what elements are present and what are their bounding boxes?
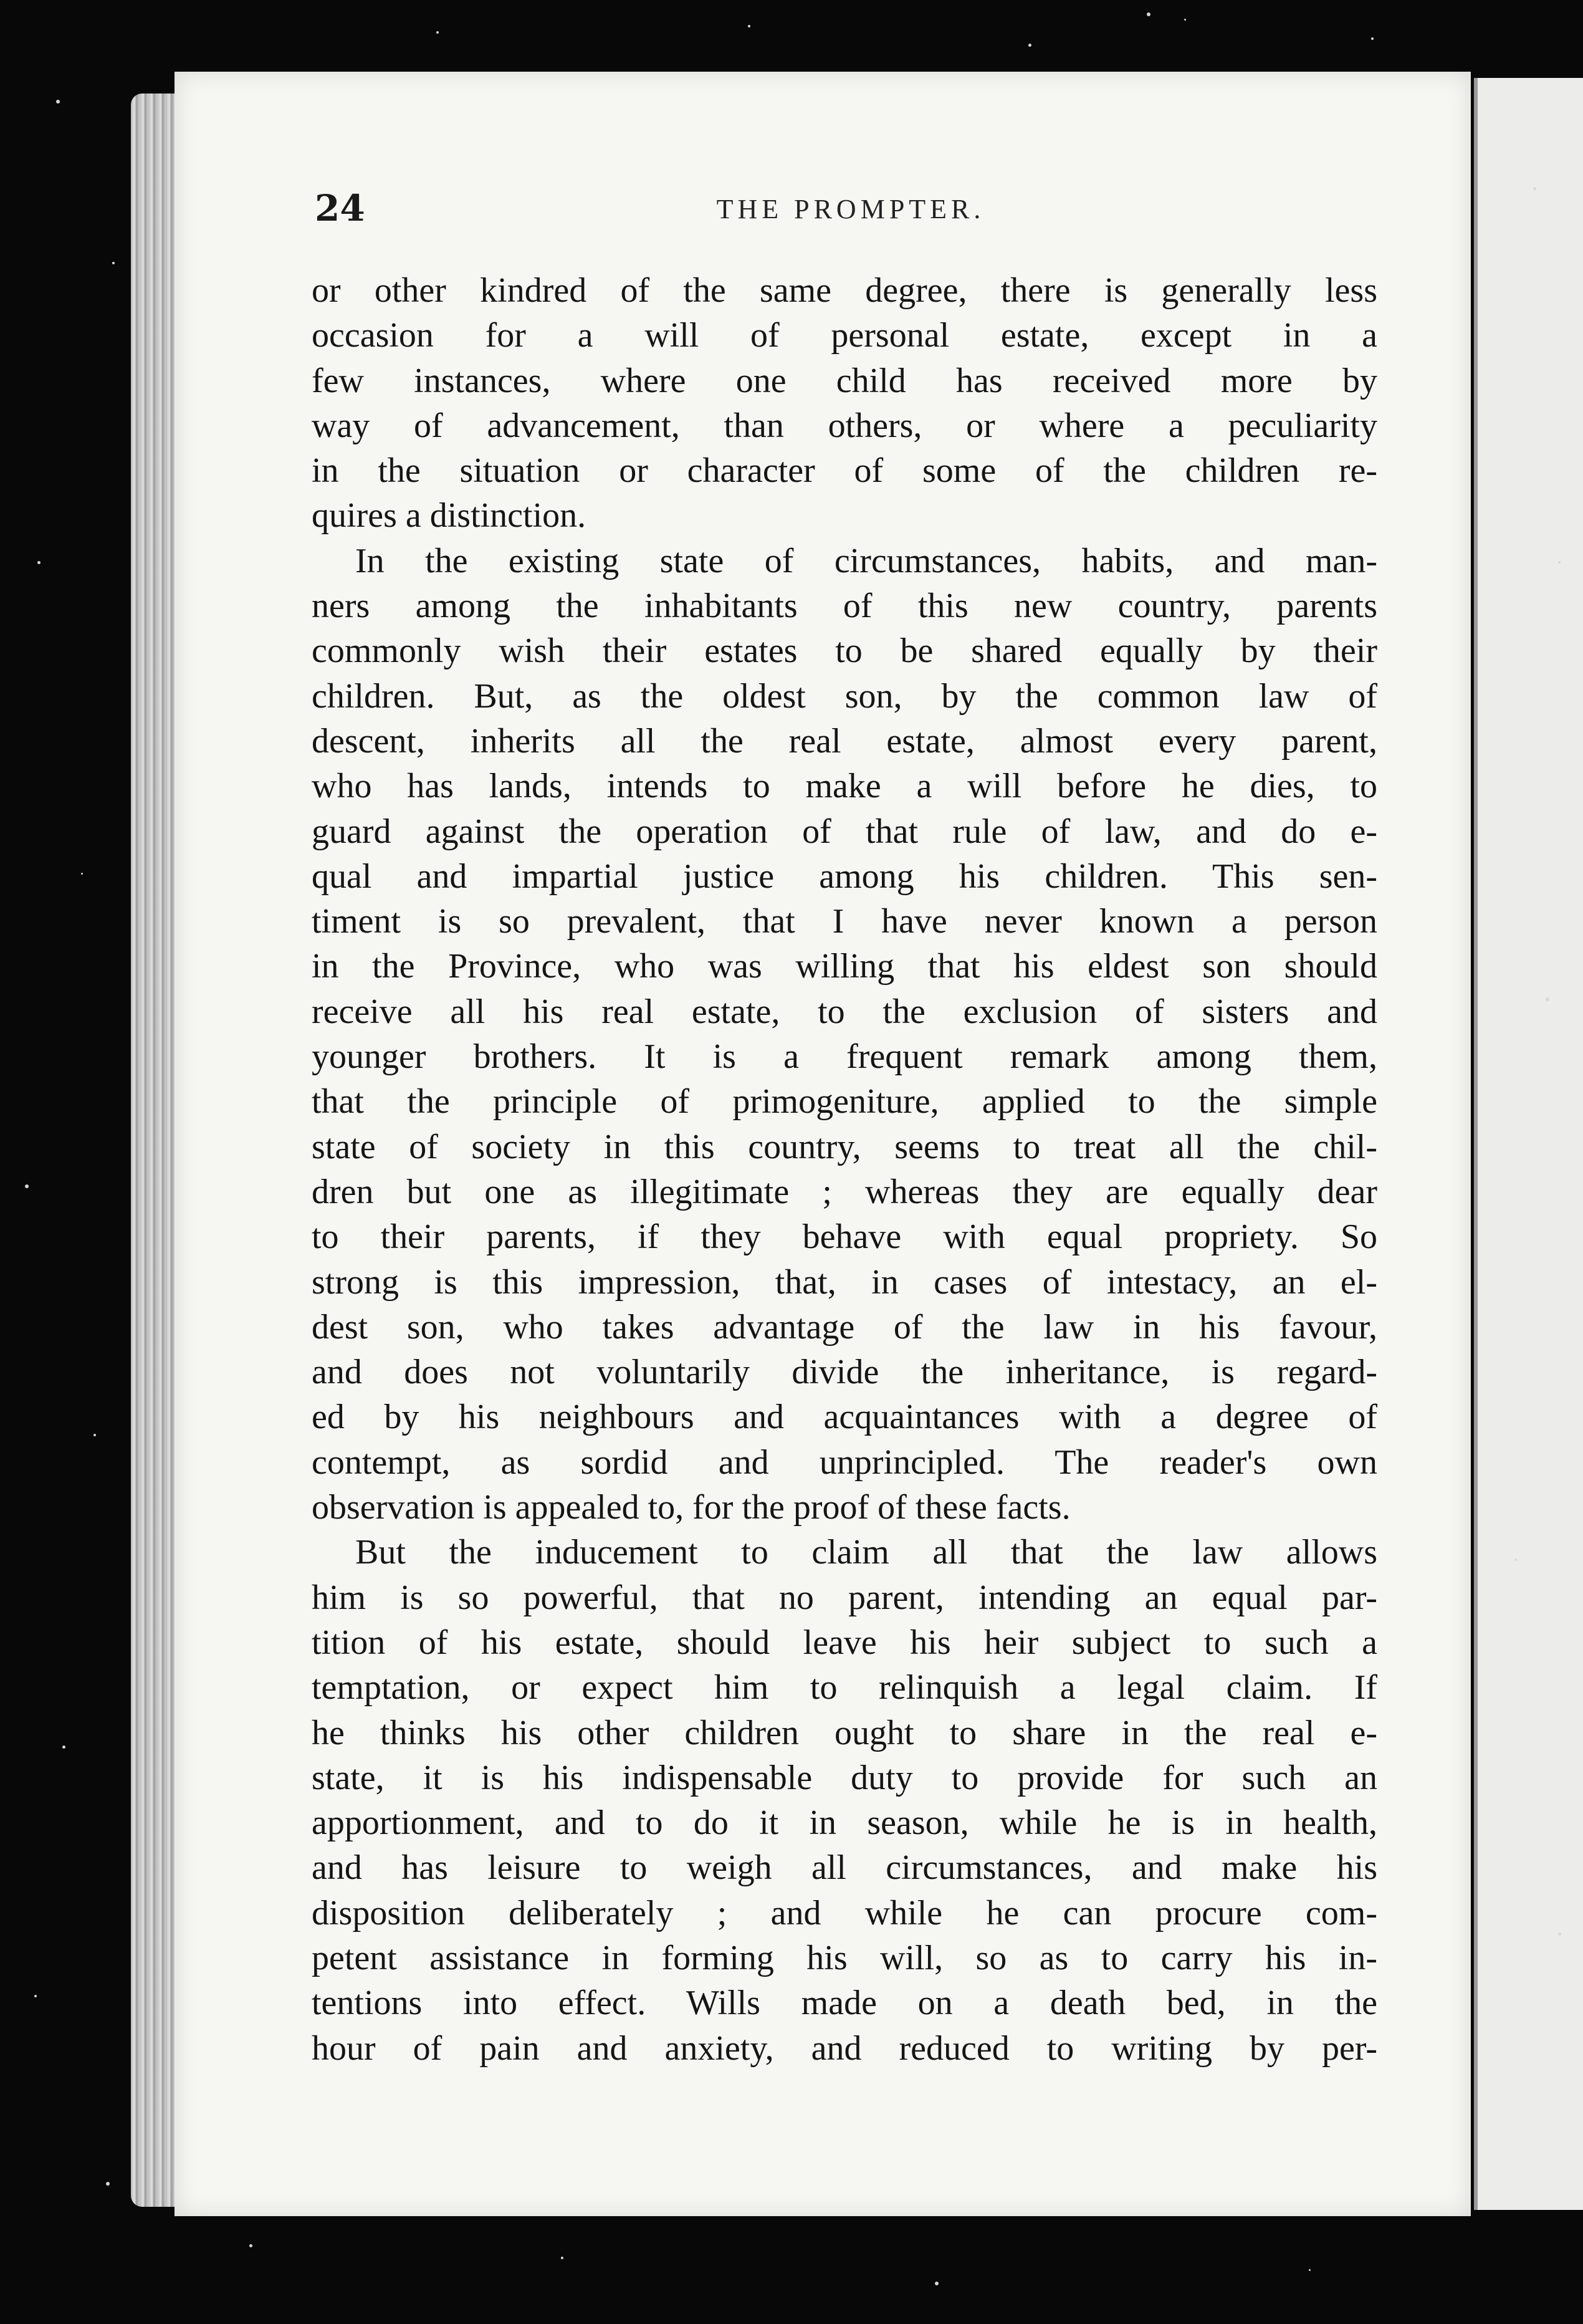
scan-speck [1546,997,1549,1001]
text-line: apportionment, and to do it in season, while he is in health, [312,1803,1377,1843]
text-line: younger brothers. It is a frequent remark among them, [312,1037,1377,1077]
scan-speck [561,2257,563,2259]
scan-speck [37,561,41,564]
scan-speck [748,25,750,27]
text-line: receive all his real estate, to the exclusion of sisters and [312,992,1377,1031]
text-line: petent assistance in forming his will, so as to carry his in- [312,1938,1377,1977]
scan-speck [1533,187,1536,190]
page-number: 24 [315,187,365,229]
text-line: ners among the inhabitants of this new country, parents [312,587,1377,626]
text-line: timent is so prevalent, that I have never known a person [312,902,1377,941]
text-line: state, it is his indispensable duty to provide for such an [312,1758,1377,1797]
body-text [312,268,1377,2071]
scan-speck [935,2282,939,2285]
text-line: disposition deliberately ; and while he can procure com- [312,1893,1377,1933]
running-head [315,187,1387,249]
text-line: guard against the operation of that rule of law, and do e- [312,812,1377,851]
text-line: in the situation or character of some of the children re- [312,451,1377,491]
text-line: he thinks his other children ought to share in the real e- [312,1713,1377,1752]
scan-speck [1558,561,1561,564]
text-line: to their parents, if they behave with equal propriety. So [312,1217,1377,1257]
text-line: children. But, as the oldest son, by the common law of [312,676,1377,716]
scan-speck [1028,44,1031,47]
text-line: and has leisure to weigh all circumstances, and make his [312,1848,1377,1888]
text-line: strong is this impression, that, in cases of intestacy, an el- [312,1262,1377,1302]
text-line: descent, inherits all the real estate, almost every parent, [312,721,1377,761]
text-line: observation is appealed to, for the proof of these facts. [312,1488,1071,1527]
text-line: dren but one as illegitimate ; whereas they are equally dear [312,1172,1377,1211]
text-line: in the Province, who was willing that his eldest son should [312,947,1377,986]
scan-speck [25,1184,29,1188]
scan-speck [62,1745,65,1749]
text-line: that the principle of primogeniture, applied to the simple [312,1082,1377,1121]
text-line: qual and impartial justice among his children. This sen- [312,857,1377,896]
scan-speck [1514,1558,1517,1561]
text-line: In the existing state of circumstances, habits, and man- [355,541,1377,580]
scan-speck [56,100,60,103]
text-line: him is so powerful, that no parent, intending an equal par- [312,1578,1377,1617]
text-line: ed by his neighbours and acquaintances with a degree of [312,1398,1377,1437]
scan-speck [81,873,83,875]
scan-speck [1184,19,1186,21]
text-line: temptation, or expect him to relinquish a legal claim. If [312,1668,1377,1707]
text-line: who has lands, intends to make a will before he dies, to [312,767,1377,806]
text-line: or other kindred of the same degree, there is generally less [312,271,1377,310]
text-line: tentions into effect. Wills made on a death bed, in the [312,1984,1377,2023]
text-line: But the inducement to claim all that the law allows [355,1533,1377,1572]
text-line: dest son, who takes advantage of the law in his favour, [312,1307,1377,1347]
scan-speck [112,262,115,264]
text-line: way of advancement, than others, or where a peculiarity [312,406,1377,445]
scan-speck [1558,1933,1561,1936]
scan-speck [1371,37,1374,40]
scan-speck [106,2182,110,2186]
scan-speck [1309,2269,1311,2271]
text-line: commonly wish their estates to be shared equally by their [312,631,1377,671]
text-line: occasion for a will of personal estate, except in a [312,316,1377,355]
text-line: quires a distinction. [312,496,586,535]
facing-page-edge [1474,78,1583,2210]
text-line: and does not voluntarily divide the inheritance, is regard- [312,1353,1377,1392]
text-line: few instances, where one child has received more by [312,361,1377,400]
scan-speck [34,1995,37,1997]
scan-speck [436,31,439,34]
text-line: state of society in this country, seems to treat all the chil- [312,1127,1377,1166]
text-line: hour of pain and anxiety, and reduced to writing by per- [312,2029,1377,2068]
scan-speck [93,1434,96,1436]
scan-speck [249,2244,252,2247]
text-line: tition of his estate, should leave his heir subject to such a [312,1623,1377,1662]
running-title: THE PROMPTER. [716,194,985,224]
text-line: contempt, as sordid and unprincipled. The reader's own [312,1443,1377,1482]
scan-speck [1147,12,1150,16]
